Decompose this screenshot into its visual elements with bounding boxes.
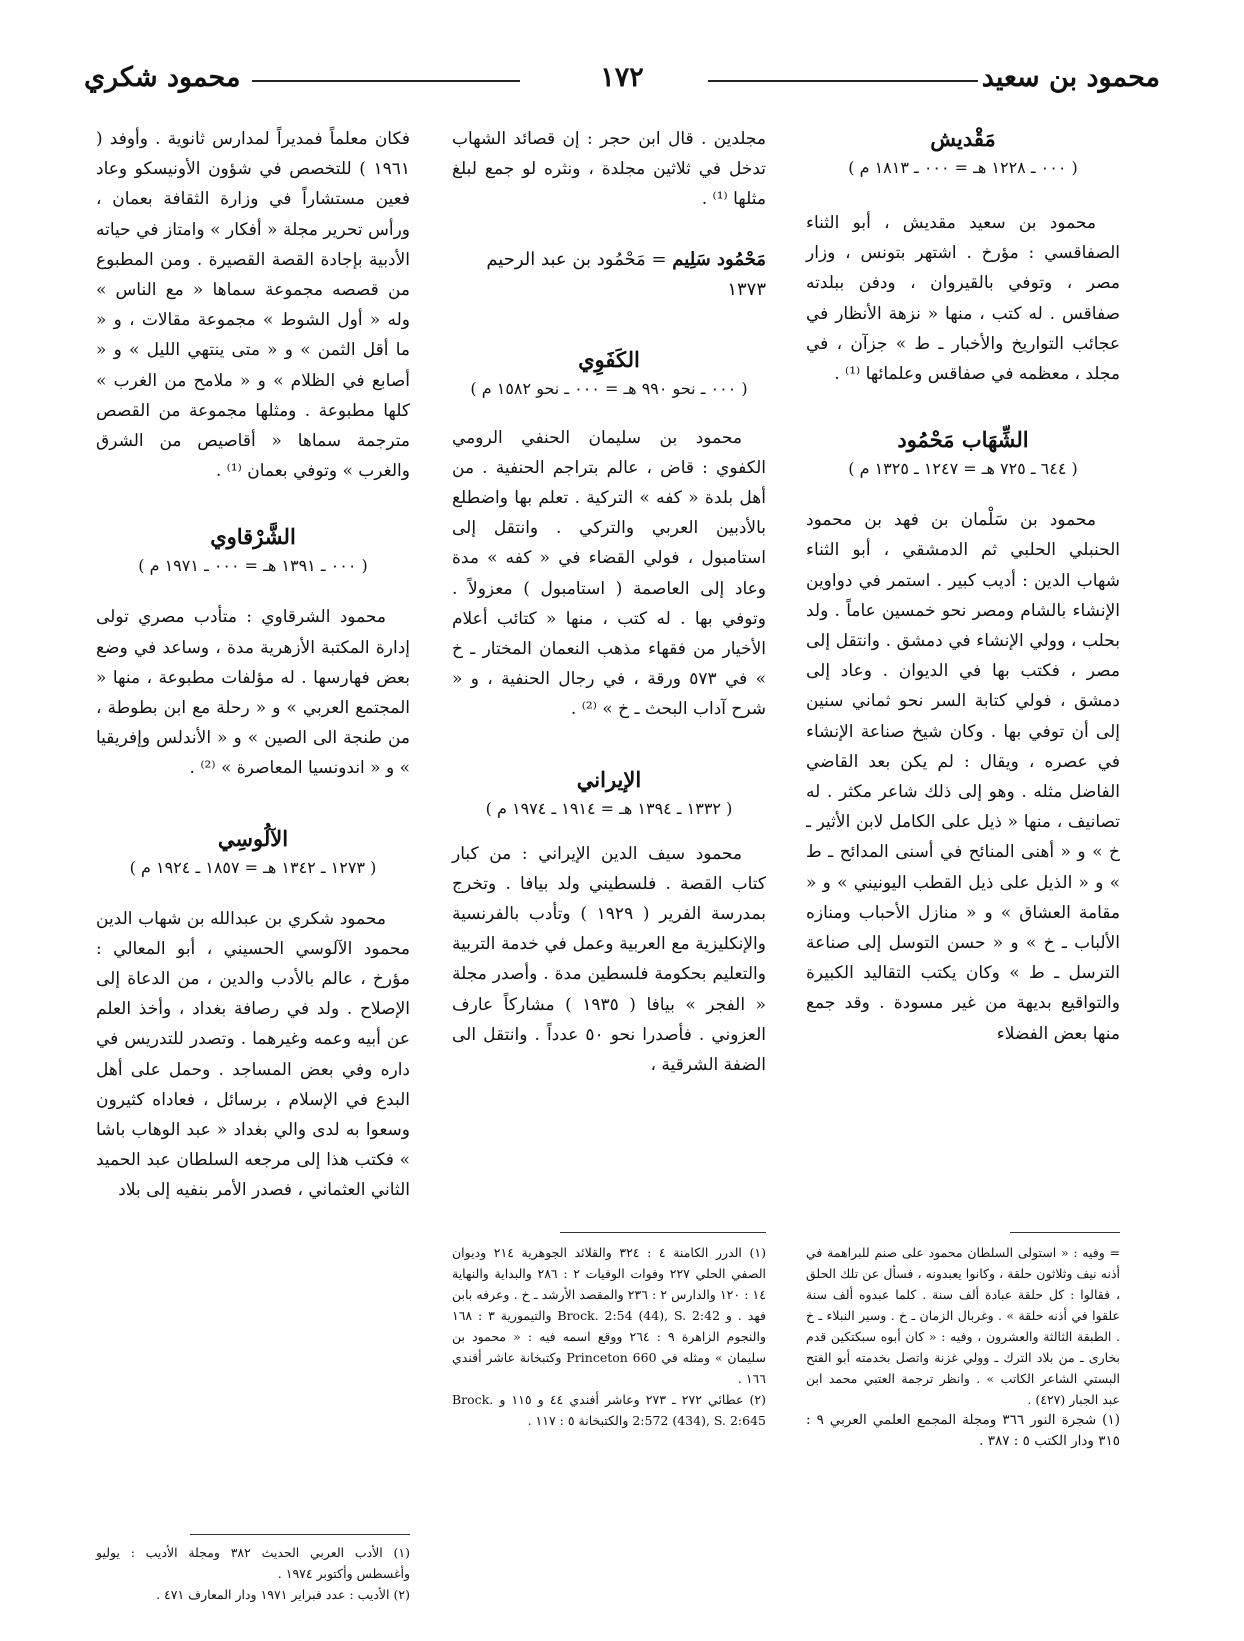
right-column: [806, 124, 1120, 1049]
entry-dates: ( ٠٠٠ ـ ١٣٩١ هـ = ٠٠٠ ـ ١٩٧١ م ): [138, 556, 368, 576]
entry-body: محمود بن سعيد مقديش ، أبو الثناء الصفاقسي : مؤرخ . اشتهر بتونس ، وزار مصر ، وتوفي بالقيروان ، ودفن ببلدته صفاقس . له كتب ، منها « نزهة الأنظار في عجائب التواريخ والأخبار ـ ط » جزآن ، في مجلد ، معظمه في صفاقس وعلمائها ⁽¹⁾ .: [806, 213, 1120, 385]
entry-body: محمود شكري بن عبدالله بن شهاب الدين محمود الآلوسي الحسيني ، أبو المعالي : مؤرخ ، عالم بالأدب والدين ، من الدعاة إلى الإصلاح . ولد في رصافة بغداد ، وأخذ العلم عن أبيه وعمه وغيرهما . وتصدر للتدريس في داره وفي بعض المساجد . وحمل على أهل البدع في الإسلام ، برسائل ، فعاداه كثيرون وسعوا به لدى والي بغداد « عبد الوهاب باشا » فكتب هذا إلى مرجعه السلطان عبد الحميد الثاني العثماني ، فصدر الأمر بنفيه إلى بلاد: [96, 908, 410, 1201]
entry-dates: ( ٠٠٠ ـ نحو ٩٩٠ هـ = ٠٠٠ ـ نحو ١٥٨٢ م ): [470, 378, 748, 398]
entry-title: الإيراني: [576, 766, 642, 792]
entry-title: الآلُوسِي: [217, 825, 289, 851]
footnotes-left: [96, 1542, 410, 1605]
footnote-rule: [190, 1534, 410, 1535]
xref-text: = مَحْمُود بن عبد الرحيم ١٣٧٣: [486, 248, 766, 300]
footnote-1: (١) شجرة النور ٣٦٦ ومجلة المجمع العلمي العربي ٩ : ٣١٥ ودار الكتب ٥ : ٣٨٧ .: [806, 1412, 1120, 1449]
page-number: ١٧٢: [600, 62, 644, 93]
entry-body: محمود بن سليمان الحنفي الرومي الكفوي : قاض ، عالم بتراجم الحنفية . من أهل بلدة « كفه » التركية . تعلم بها واضطلع بالأدبين العربي والتركي . وانتقل إلى استامبول ، فولي القضاء في « كفه » مدة وعاد إلى العاصمة ( استامبول ) معزولاً . وتوفي بها . له كتب ، منها « كتائب أعلام الأخيار من فقهاء مذهب النعمان المختار ـ خ » في ٥٧٣ ورقة ، في رجال الحنفية ، و « شرح آداب البحث ـ خ » ⁽²⁾ .: [452, 427, 766, 720]
footnote-rule: [560, 1232, 766, 1233]
entry-dates: ( ٠٠٠ ـ ١٢٢٨ هـ = ٠٠٠ ـ ١٨١٣ م ): [848, 158, 1078, 177]
entry-body: محمود بن سَلْمان بن فهد بن محمود الحنبلي الحلبي ثم الدمشقي ، أبو الثناء شهاب الدين : أديب كبير . استمر في دواوين الإنشاء بالشام ومصر نحو خمسين عاماً . ولد بحلب ، وولي الإنشاء في دمشق . وانتقل إلى مصر ، فكتب بها في الديوان . وعاد إلى دمشق ، فولي كتابة السر نحو ثماني سنين إلى أن توفي بها . وكان شيخ صناعة الإنشاء في عصره ، ويقال : لم يكن بعد القاضي الفاضل مثله . وهو إلى ذلك شاعر مكثر . له تصانيف ، منها « ذيل على الكامل لابن الأثير ـ خ » و « أهنى المنائح في أسنى المدائح ـ ط » و « الذيل على ذيل القطب اليونيني » و « مقامة العشاق » و « منازل الأحباب ومنازه الألباب ـ خ » و « حسن التوسل إلى صناعة الترسل ـ ط » وكان يكتب التقاليد الكبيرة والتواقيع بديهة من غير مسودة . وقد جمع منها بعض الفضلاء: [806, 510, 1120, 1044]
entry-body: محمود الشرقاوي : متأدب مصري تولى إدارة المكتبة الأزهرية مدة ، وساعد في وضع بعض فهارسها . له مؤلفات مطبوعة ، منها « المجتمع العربي » و « رحلة مع ابن بطوطة ، من طنجة الى الصين » و « الأندلس وإفريقيا » و « اندونسيا المعاصرة » ⁽²⁾ .: [96, 607, 410, 779]
middle-column: [452, 124, 766, 1080]
entry-dates: ( ١٣٣٢ ـ ١٣٩٤ هـ = ١٩١٤ ـ ١٩٧٤ م ): [485, 798, 733, 818]
footnote-rule: [1010, 1232, 1120, 1233]
xref-title: مَحْمُود سَلِيم: [672, 248, 766, 270]
footnote-continuation: = وفيه : « استولى السلطان محمود على صنم للبراهمة في أذنه نيف وثلاثون حلقة ، وكانوا يعبدونه ، فسأل عن تلك الحلق ، فقالوا : كل حلقة عبادة ألف سنة . كلما عبدوه ألف سنة علقوا في أذنه حلقة » . وغربال الزمان ـ خ . وسير النبلاء ـ خ . الطبقة الثالثة والعشرون ، وفيه : « كان أبوه سبكتكين قدم بخارى ـ من بلاد الترك ـ وولي غزنة واتصل بخدمته أبو الفتح البستي الشاعر الكاتب » . وانظر ترجمة العتبي محمد ابن عبد الجبار (٤٢٧) .: [806, 1245, 1120, 1407]
entry-title: الشِّهَاب مَحْمُود: [897, 427, 1029, 453]
entry-title: الكَفَوِي: [578, 346, 640, 372]
header-rule-left: [252, 80, 520, 82]
footnote-2: (٢) عطائي ٢٧٢ ـ ٢٧٣ وعاشر أفندي ٤٤ و ١١٥ و Brock. 2:572 (434), S. 2:645 والكتبخانة ٥ : ١١٧ .: [452, 1392, 767, 1428]
entry-body: محمود سيف الدين الإيراني : من كبار كتاب القصة . فلسطيني ولد بيافا . وتخرج بمدرسة الفرير ( ١٩٢٩ ) وتأدب بالفرنسية والإنكليزية مع العربية وعمل في خدمة التربية والتعليم بحكومة فلسطين مدة . وأصدر مجلة « الفجر » بيافا ( ١٩٣٥ ) مشاركاً عارف العزوني . فأصدرا نحو ٥٠ عدداً . وانتقل الى الضفة الشرقية ،: [452, 843, 767, 1076]
entry-dates: ( ٦٤٤ ـ ٧٢٥ هـ = ١٢٤٧ ـ ١٣٢٥ م ): [848, 459, 1078, 479]
entry-dates: ( ١٢٧٣ ـ ١٣٤٢ هـ = ١٨٥٧ ـ ١٩٢٤ م ): [129, 857, 377, 877]
footnote-2: (٢) الأديب : عدد فبراير ١٩٧١ ودار المعارف ٤٧١ .: [156, 1587, 410, 1602]
footnotes-middle: [452, 1242, 766, 1431]
entry-title: الشَّرْقاوي: [210, 524, 296, 550]
footnote-1: (١) الأدب العربي الحديث ٣٨٢ ومجلة الأديب : يوليو وأغسطس وأكتوبر ١٩٧٤ .: [96, 1545, 410, 1581]
running-header: [84, 62, 1160, 102]
left-column: [96, 124, 410, 1206]
entry-title: مَقْديش: [930, 126, 996, 151]
footnotes-right: [806, 1242, 1120, 1452]
footnote-1: (١) الدرر الكامنة ٤ : ٣٢٤ والقلائد الجوهرية ٢١٤ وديوان الصفي الحلي ٢٢٧ وفوات الوفيات ٢ : ٢٨٦ والبداية والنهاية ١٤ : ١٢٠ والدارس ٢ : ٢٣٦ والمقصد الأرشد ـ خ . وعرفه بابن فهد . و Brock. 2:54 (44), S. 2:42 والتيمورية ٣ : ١٦٨ والنجوم الزاهرة ٩ : ٢٦٤ ووقع اسمه فيه : « محمود بن سليمان » ومثله في Princeton 660 وكتبخانة عاشر أفندي ١٦٦ .: [452, 1245, 767, 1386]
continued-body: مجلدين . قال ابن حجر : إن قصائد الشهاب تدخل في ثلاثين مجلدة ، ونثره لو جمع لبلغ مثلها ⁽¹⁾ .: [452, 129, 766, 210]
header-right-name: محمود بن سعيد: [981, 62, 1160, 93]
continued-body: فكان معلماً فمديراً لمدارس ثانوية . وأوفد ( ١٩٦١ ) للتخصص في شؤون الأونيسكو وعاد فعين مستشاراً في وزارة الثقافة بعمان ، ورأس تحرير مجلة « أفكار » وامتاز في حياته الأدبية بإجادة القصة القصيرة . ومن المطبوع من قصصه مجموعة سماها « مع الناس » وله « أول الشوط » مجموعة مقالات ، و « ما أقل الثمن » و « متى ينتهي الليل » و « أصابع في الظلام » و « ملامح من الغرب » كلها مطبوعة . ومثلها مجموعة من القصص مترجمة سماها « أقاصيص من الشرق والغرب » وتوفي بعمان ⁽¹⁾ .: [96, 129, 410, 482]
header-left-name: محمود شكري: [84, 62, 241, 93]
cross-reference: [452, 245, 766, 305]
